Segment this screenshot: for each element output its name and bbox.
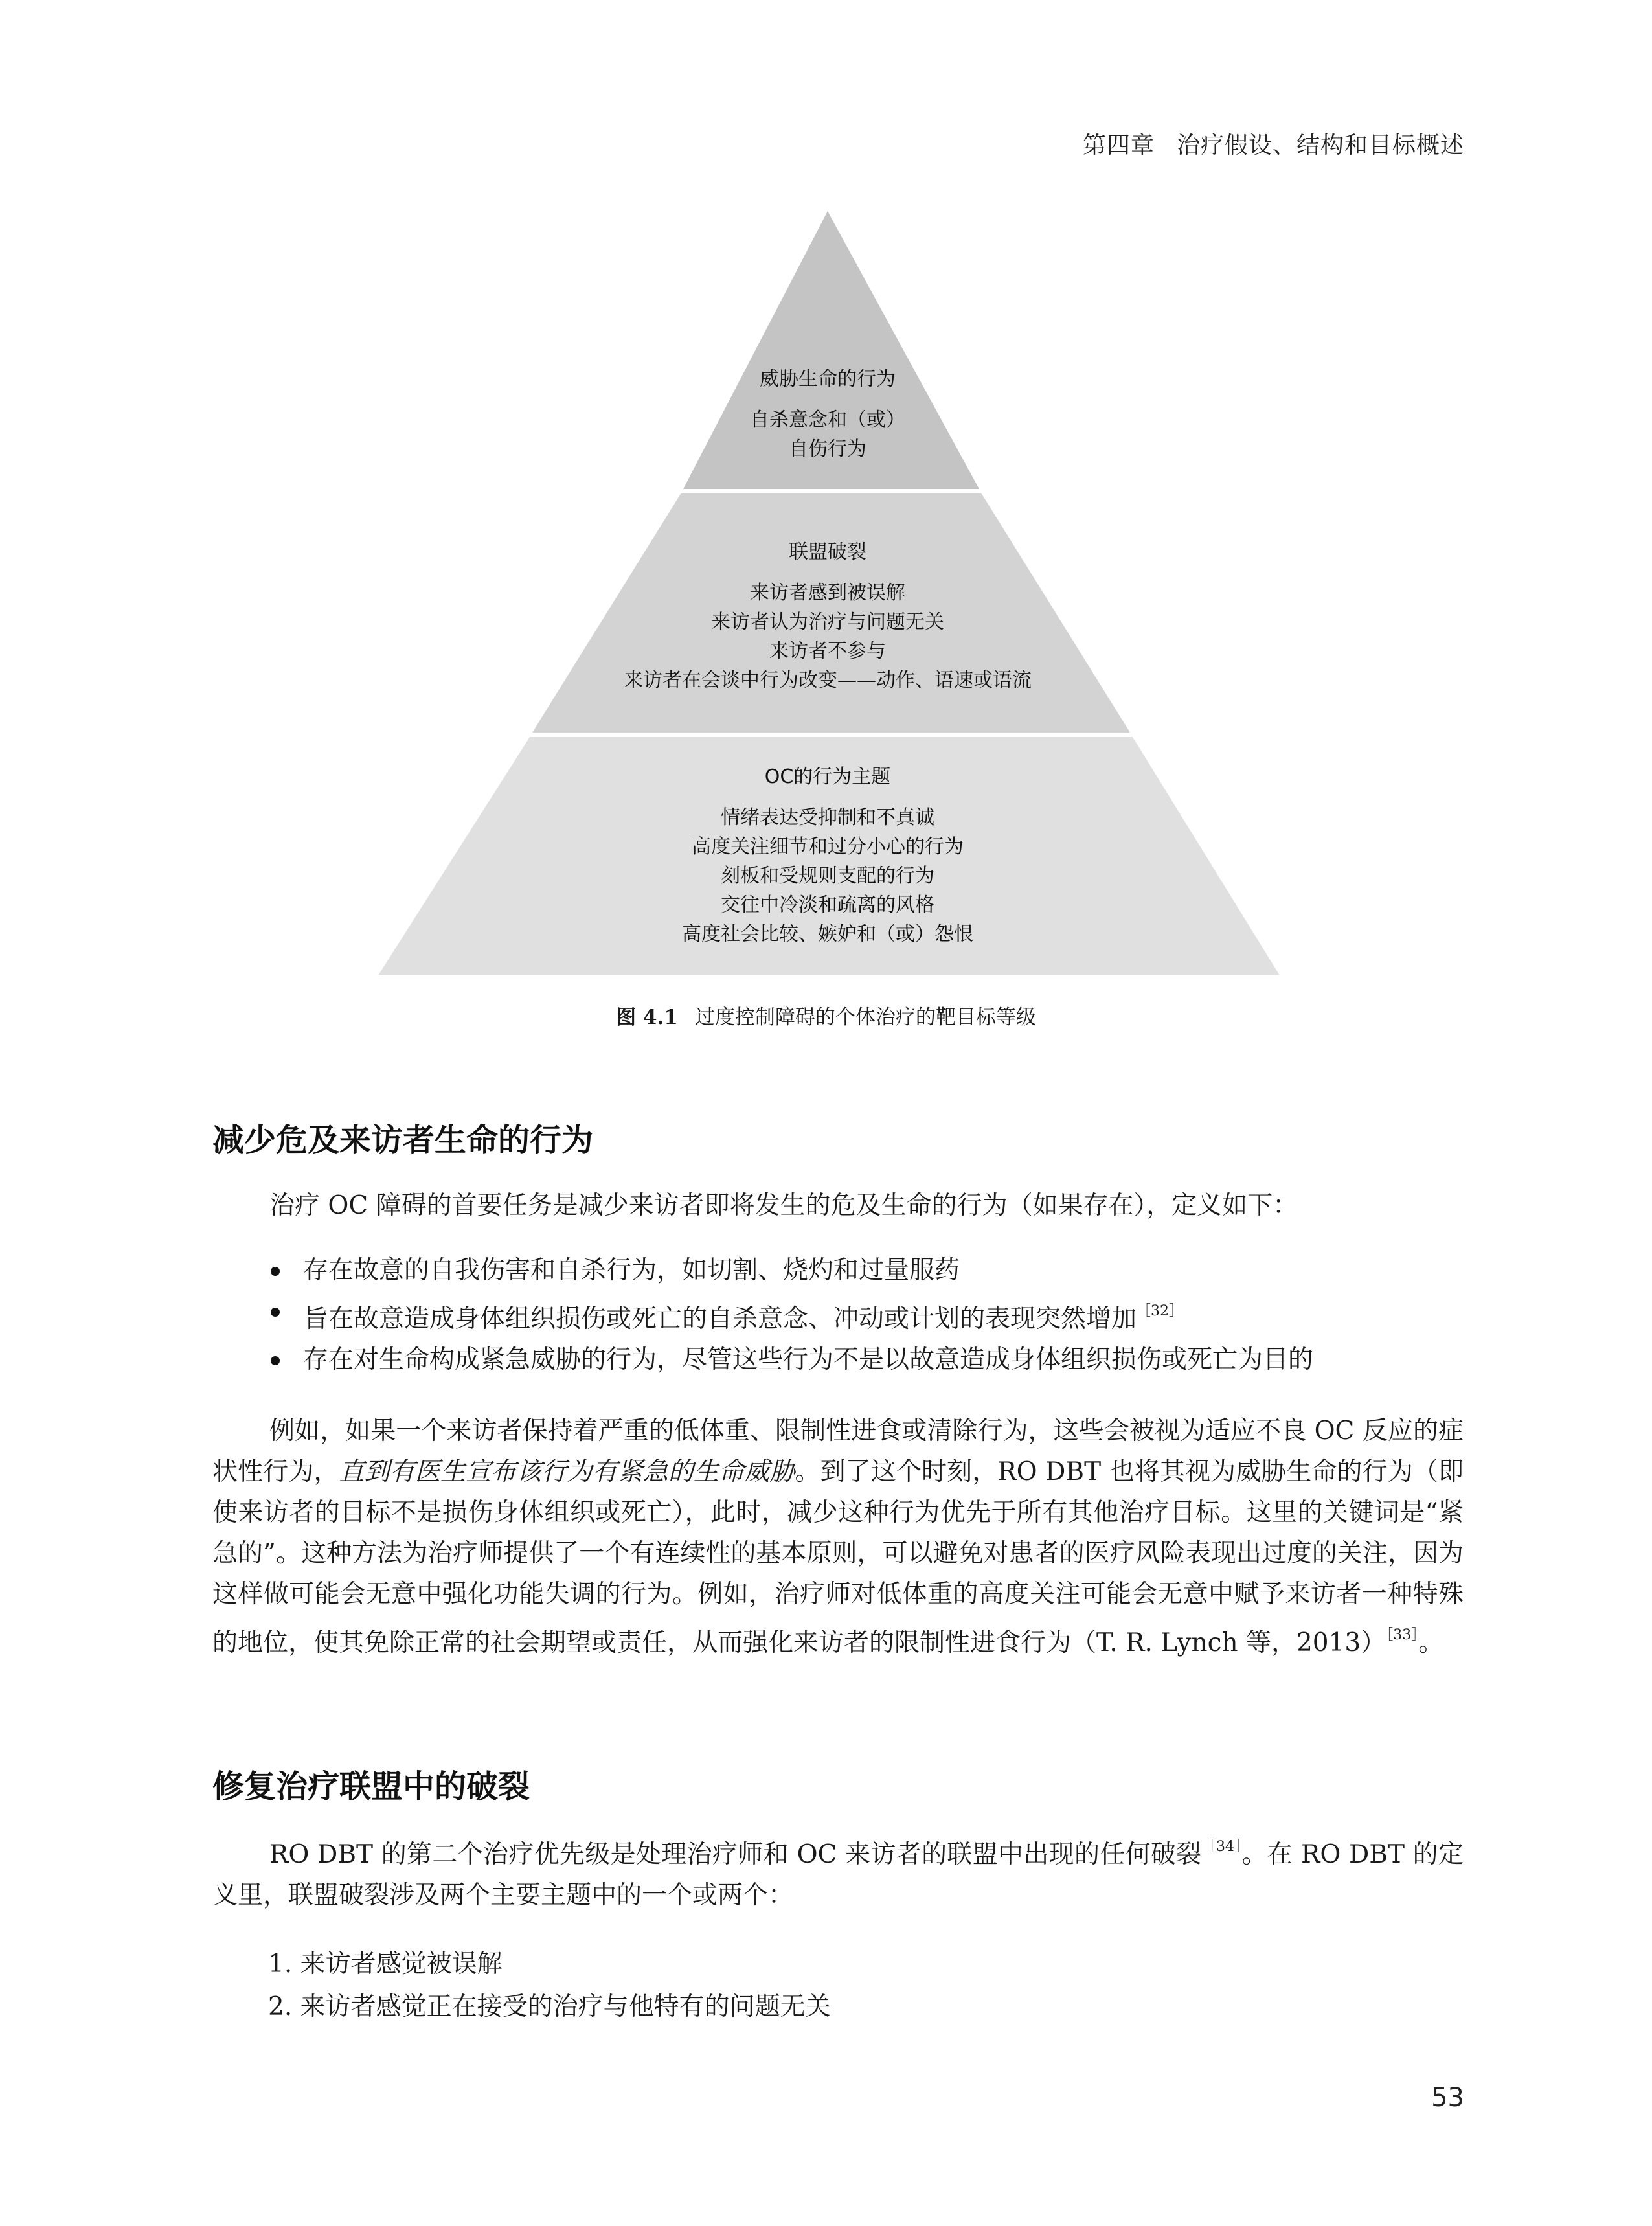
figure-caption-text: 过度控制障碍的个体治疗的靶目标等级 [694,1006,1036,1029]
list-item [266,1250,1470,1291]
chapter-number: 第四章 [1082,132,1155,159]
paragraph-text: 例如，如果一个来访者保持着严重的低体重、限制性进食或清除行为，这些会被视为适应不良 OC 反应的症状性行为， [212,1416,1464,1486]
bullet-text: 存在故意的自我伤害和自杀行为，如切割、烧灼和过量服药 [303,1256,960,1285]
tier-bottom-line: 交往中冷淡和疏离的风格 [721,894,934,916]
bullet-list [266,1250,1470,1380]
intro-text: 治疗 OC 障碍的首要任务是减少来访者即将发生的危及生命的行为（如果存在），定义如下： [269,1191,1298,1220]
tier-top-text [698,365,957,464]
paragraph-body [212,1826,1464,1916]
list-item [266,1339,1470,1380]
chapter-title: 治疗假设、结构和目标概述 [1176,132,1464,159]
bullet-icon [271,1267,280,1276]
citation-ref: ［34］ [1201,1839,1242,1855]
tier-bottom-title: OC的行为主题 [764,766,891,788]
bullet-text: 存在对生命构成紧急威胁的行为，尽管这些行为不是以故意造成身体组织损伤或死亡为目的 [303,1345,1314,1374]
section-heading-life-threatening: 减少危及来访者生命的行为 [212,1122,594,1159]
figure-caption [0,1001,1652,1030]
bullet-icon [271,1356,280,1365]
tier-bottom-line: 高度社会比较、嫉妒和（或）怨恨 [682,923,973,946]
paragraph-text: 。到了这个时刻，RO DBT 也将其视为威胁生命的行为（即使来访者的目标不是损伤身体组织或死亡），此时，减少这种行为优先于所有其他治疗目标。这里的关键词是“紧急的”。这种方法为治疗师提供了一个有连续性的基本原则，可以避免对患者的医疗风险表现出过度的关注，因为这样做可能会无意中强化功能失调的行为。例如，治疗师对低体重的高度关注可能会无意中赋予来访者一种特殊的地位，使其免除正常的社会期望或责任，从而强化来访者的限制性进食行为（T. R. Lynch 等，2013） [212,1457,1464,1657]
paragraph-body [212,1411,1464,1663]
tier-bottom-line: 情绪表达受抑制和不真诚 [721,806,934,829]
tier-top-title: 威胁生命的行为 [760,368,896,391]
page-number: 53 [1431,2083,1464,2113]
tier-top-line: 自杀意念和（或） [750,409,905,431]
tier-middle-line: 来访者不参与 [769,640,886,663]
bullet-text: 旨在故意造成身体组织损伤或死亡的自杀意念、冲动或计划的表现突然增加 [303,1304,1137,1334]
citation-ref: ［33］ [1386,1627,1419,1643]
body-paragraph [212,1411,1464,1663]
list-item [266,1291,1470,1339]
tier-top-line: 自伤行为 [789,438,866,460]
tier-middle-line: 来访者在会谈中行为改变——动作、语速或语流 [624,669,1032,692]
paragraph-emphasis: 直到有医生宣布该行为有紧急的生命威胁 [339,1457,795,1486]
tier-middle-line: 来访者感到被误解 [750,582,905,604]
section-heading-alliance-rupture: 修复治疗联盟中的破裂 [212,1768,530,1805]
tier-middle-line: 来访者认为治疗与问题无关 [711,611,944,633]
tier-middle-title: 联盟破裂 [789,541,866,563]
list-item: 1. 来访者感觉被误解 [268,1949,503,1979]
citation-ref: ［32］ [1137,1303,1184,1319]
numbered-list [268,1943,1473,2028]
list-item: 2. 来访者感觉正在接受的治疗与他特有的问题无关 [268,1992,831,2021]
figure-caption-label: 图 4.1 [616,1006,678,1029]
paragraph-text: 。 [1418,1628,1444,1657]
body-paragraph-2 [212,1826,1464,1916]
paragraph-text: 。在 RO DBT 的定义里，联盟破裂涉及两个主要主题中的一个或两个： [212,1840,1464,1910]
tier-bottom-line: 刻板和受规则支配的行为 [721,865,934,887]
bullet-icon [271,1308,280,1317]
tier-middle-text [569,538,1087,695]
tier-bottom-line: 高度关注细节和过分小心的行为 [692,835,964,858]
intro-paragraph [212,1185,1464,1226]
tier-bottom-text [569,762,1087,949]
paragraph-text: RO DBT 的第二个治疗优先级是处理治疗师和 OC 来访者的联盟中出现的任何破裂 [269,1840,1202,1869]
